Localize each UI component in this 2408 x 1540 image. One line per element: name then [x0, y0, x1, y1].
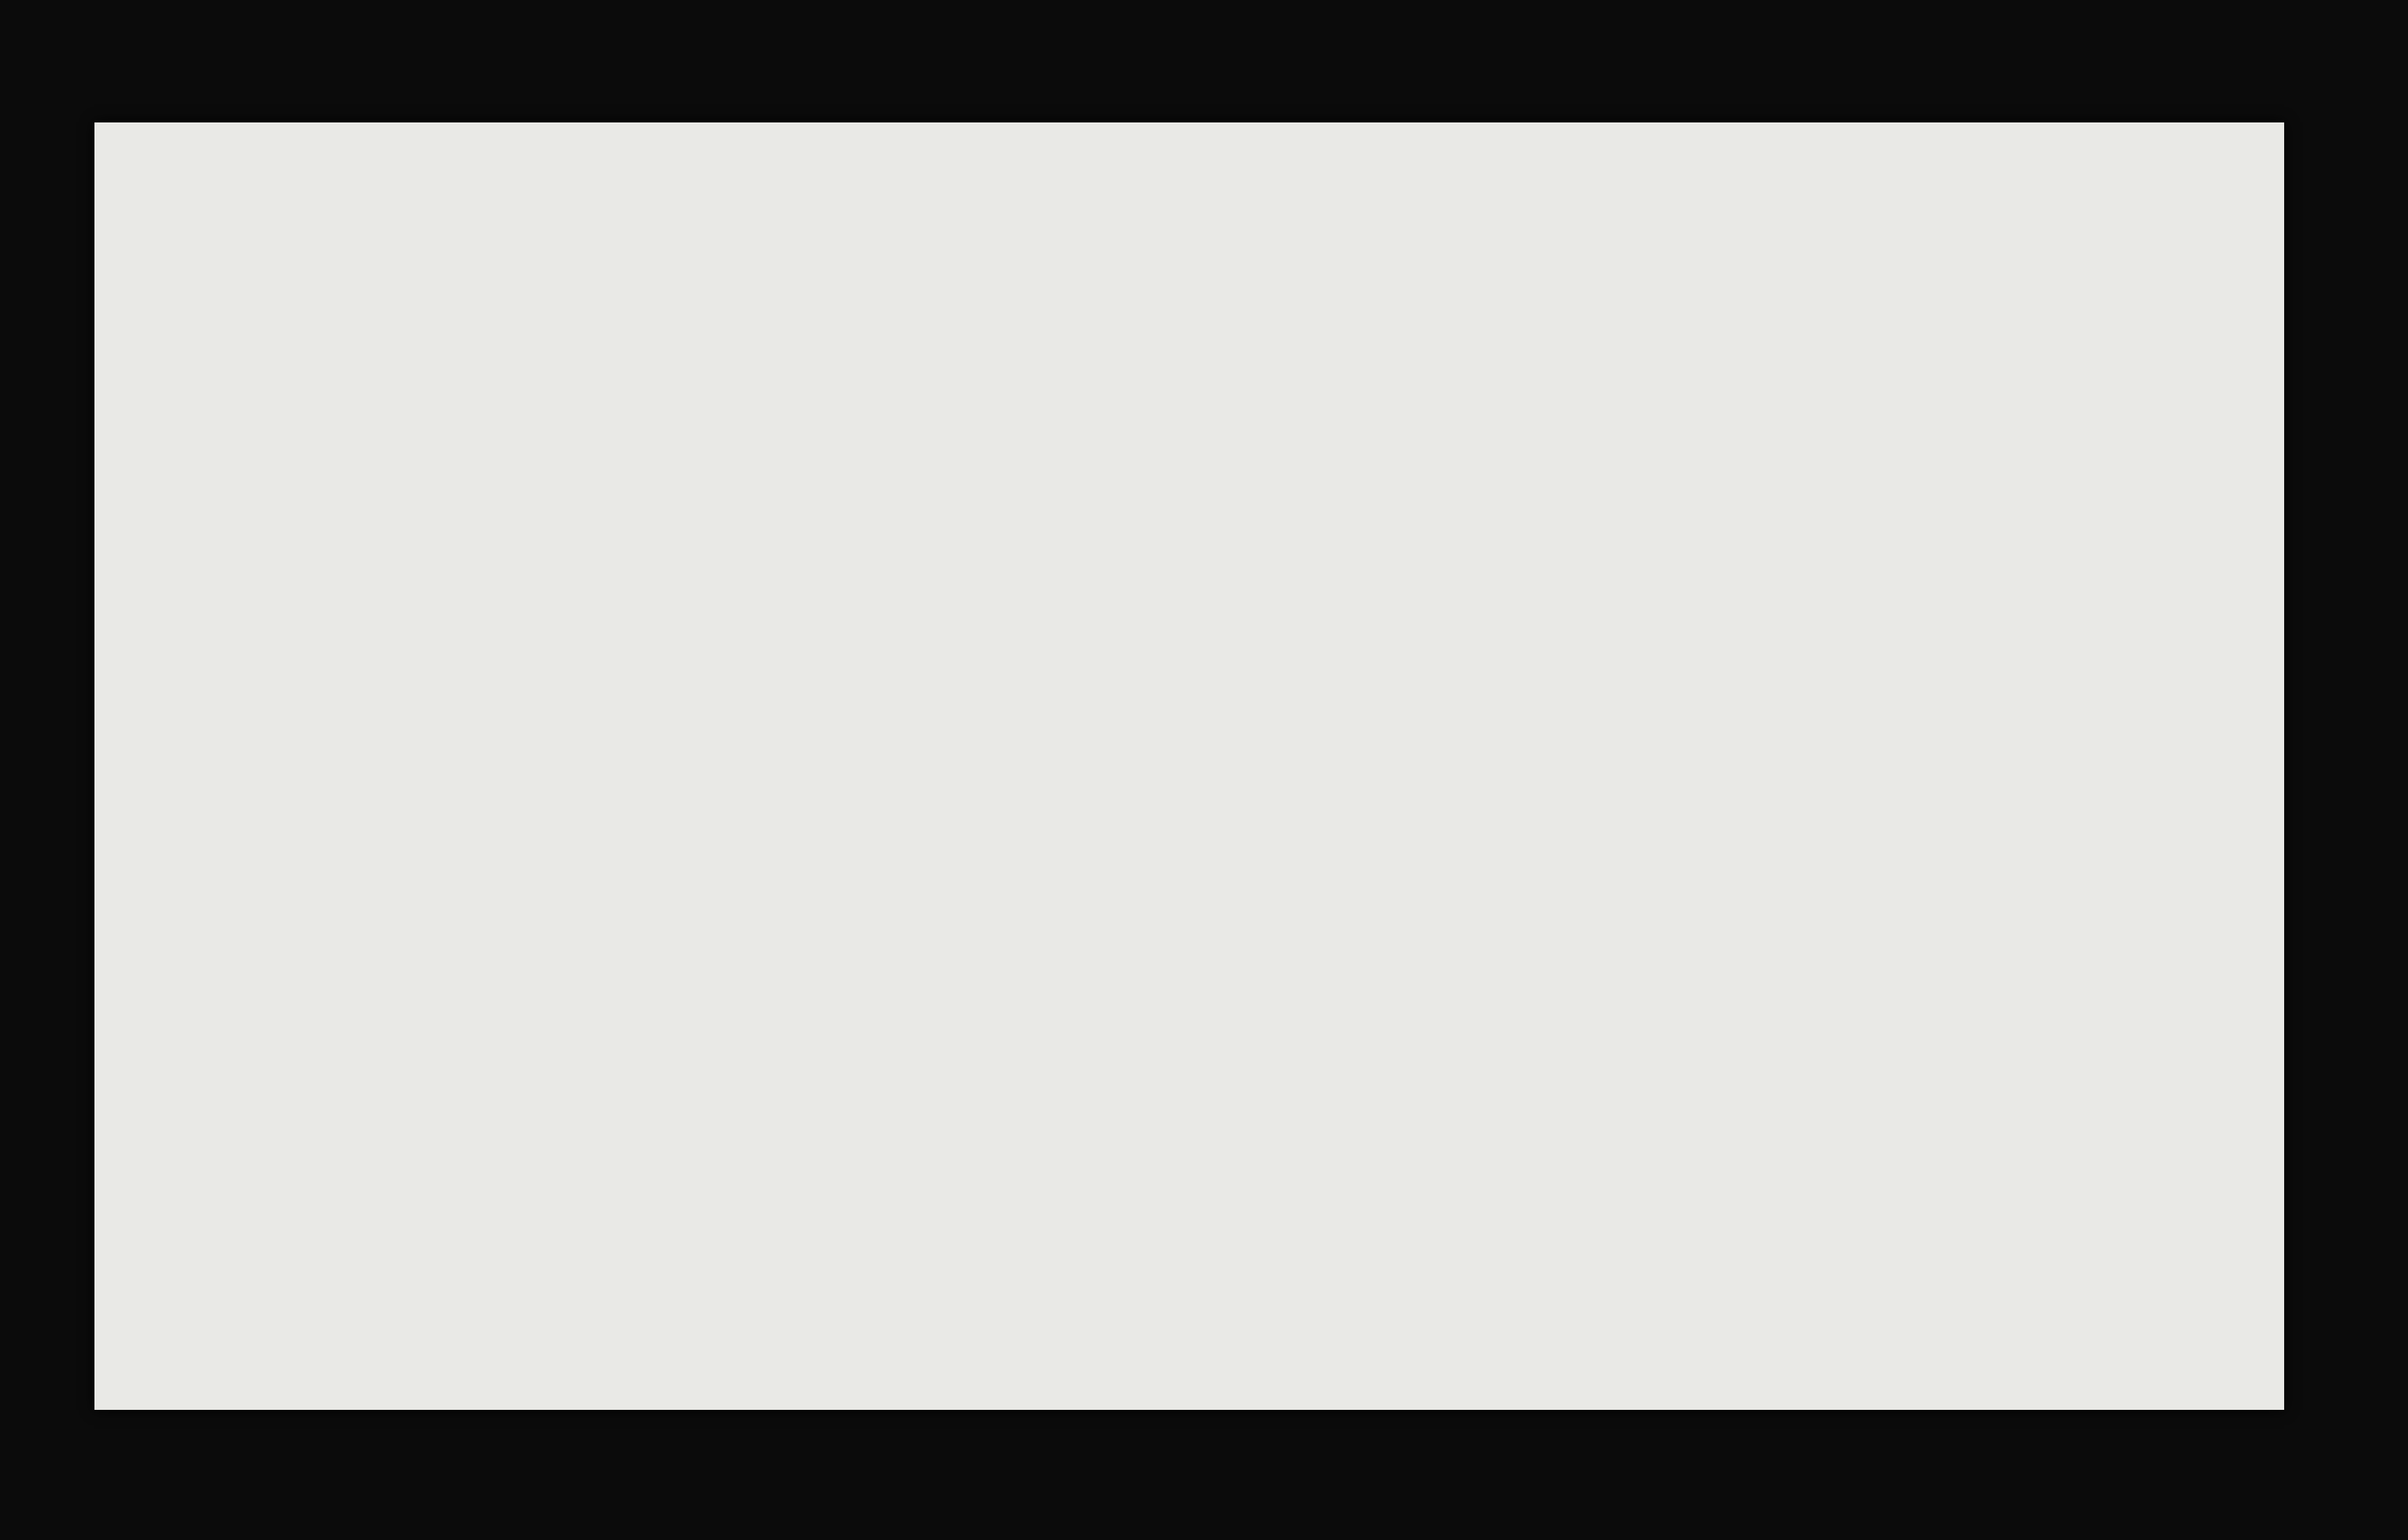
census-card [94, 122, 2284, 1410]
